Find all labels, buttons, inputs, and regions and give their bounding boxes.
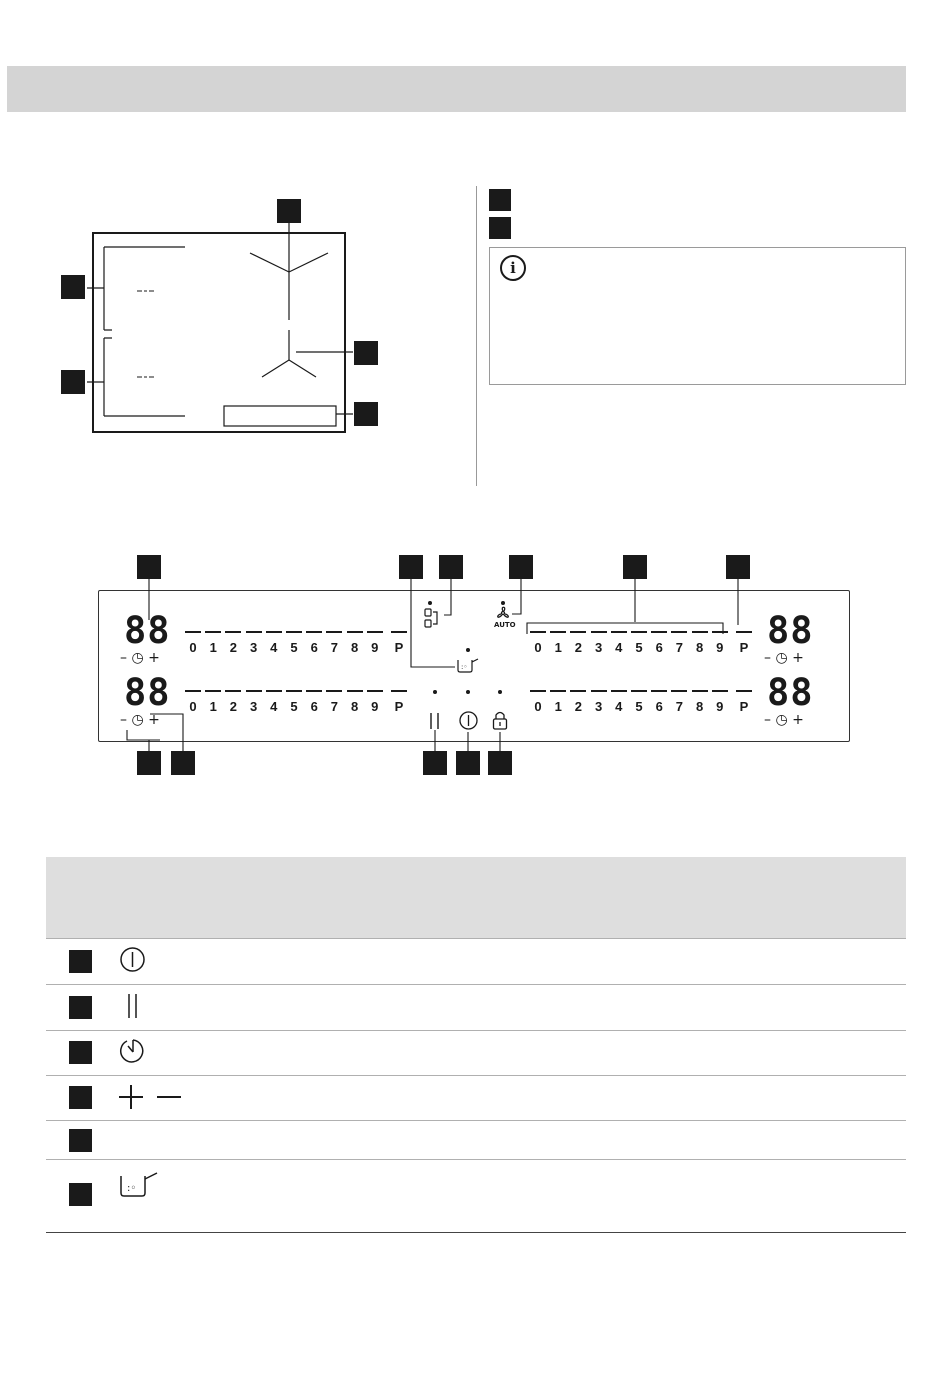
slider-level-label: 8: [350, 640, 359, 655]
slider-segment[interactable]: [570, 690, 586, 692]
slider-level-label: 7: [330, 640, 338, 655]
slider-segment[interactable]: [671, 690, 687, 692]
indicator-dot: [433, 690, 437, 694]
slider-level-label: 2: [229, 699, 237, 714]
slider-segment[interactable]: [306, 631, 322, 633]
slider-level-label: 3: [594, 640, 603, 655]
fan-icon[interactable]: [495, 606, 511, 620]
slider-segment[interactable]: [246, 690, 262, 692]
control-bar-upper-left[interactable]: [185, 631, 409, 655]
row-divider: [46, 1075, 906, 1076]
slider-level-label: 0: [534, 640, 542, 655]
slider-segment[interactable]: [185, 631, 201, 633]
bridge-icon[interactable]: [424, 608, 440, 630]
slider-level-label: 1: [209, 640, 217, 655]
slider-segment[interactable]: [367, 631, 383, 633]
display-front-left: 88: [124, 609, 171, 652]
slider-level-label: 1: [209, 699, 217, 714]
slider-level-label: 6: [310, 640, 318, 655]
slider-level-label: 8: [695, 640, 704, 655]
slider-level-label: 3: [249, 640, 258, 655]
display-front-right: 88: [767, 609, 814, 652]
control-bar-lower-left[interactable]: [185, 690, 409, 714]
slider-level-label: 5: [635, 699, 643, 714]
slider-level-label: 9: [716, 640, 724, 655]
row-divider: [46, 1030, 906, 1031]
slider-segment[interactable]: [205, 690, 221, 692]
slider-level-label: 4: [270, 699, 278, 714]
slider-level-label: 9: [371, 699, 379, 714]
slider-segment[interactable]: [550, 631, 566, 633]
row-marker: [69, 1129, 92, 1152]
svg-text::◦: :◦: [461, 663, 468, 671]
slider-level-label: 4: [615, 640, 623, 655]
row-divider: [46, 1232, 906, 1233]
row-divider: [46, 1120, 906, 1121]
timer-controls[interactable]: – ◷ +: [764, 712, 804, 728]
slider-level-label: 8: [350, 699, 359, 714]
slider-segment[interactable]: [225, 631, 241, 633]
slider-segment[interactable]: [736, 631, 752, 633]
indicator-dot: [466, 648, 470, 652]
slider-segment[interactable]: [591, 690, 607, 692]
power-icon[interactable]: [459, 711, 478, 730]
slider-level-label: 8: [695, 699, 704, 714]
slider-segment[interactable]: [326, 690, 342, 692]
slider-level-label: 5: [290, 699, 298, 714]
slider-segment[interactable]: [591, 631, 607, 633]
slider-segment[interactable]: [631, 690, 647, 692]
timer-controls[interactable]: – ◷ +: [120, 712, 160, 728]
slider-level-label: 0: [189, 699, 197, 714]
control-bar-lower-right[interactable]: [530, 690, 754, 714]
pause-icon: [126, 993, 140, 1019]
slider-segment[interactable]: [225, 690, 241, 692]
slider-level-label: 9: [716, 699, 724, 714]
slider-level-label: 6: [655, 640, 663, 655]
slider-level-label: 3: [594, 699, 603, 714]
row-marker: [69, 996, 92, 1019]
slider-level-label: 9: [371, 640, 379, 655]
slider-segment[interactable]: [530, 631, 546, 633]
slider-segment[interactable]: [391, 631, 407, 633]
slider-level-label: P: [739, 699, 749, 714]
slider-level-label: 2: [574, 640, 582, 655]
keep-warm-pot-icon[interactable]: [456, 656, 482, 674]
slider-level-label: 6: [310, 699, 318, 714]
display-rear-right: 88: [767, 671, 814, 714]
slider-level-label: P: [394, 640, 404, 655]
row-marker: [69, 1183, 92, 1206]
slider-level-label: 0: [534, 699, 542, 714]
keep-warm-pot-icon: [119, 1171, 161, 1199]
timer-icon: [119, 1038, 147, 1066]
slider-level-label: 0: [189, 640, 197, 655]
slider-segment[interactable]: [530, 690, 546, 692]
row-marker: [69, 1086, 92, 1109]
info-icon: i: [500, 255, 526, 281]
indicator-dot: [428, 601, 432, 605]
slider-segment[interactable]: [712, 631, 728, 633]
slider-segment[interactable]: [391, 690, 407, 692]
slider-level-label: 2: [574, 699, 582, 714]
slider-level-label: 5: [635, 640, 643, 655]
row-marker: [69, 950, 92, 973]
slider-segment[interactable]: [347, 631, 363, 633]
slider-segment[interactable]: [286, 631, 302, 633]
slider-segment[interactable]: [712, 690, 728, 692]
slider-segment[interactable]: [246, 631, 262, 633]
slider-level-label: 2: [229, 640, 237, 655]
slider-segment[interactable]: [367, 690, 383, 692]
power-icon: [120, 947, 146, 973]
row-divider: [46, 938, 906, 939]
slider-segment[interactable]: [570, 631, 586, 633]
slider-segment[interactable]: [651, 690, 667, 692]
slider-segment[interactable]: [692, 690, 708, 692]
slider-level-label: 7: [675, 640, 683, 655]
slider-level-label: 7: [330, 699, 338, 714]
lock-icon[interactable]: [492, 710, 508, 730]
indicator-dot: [501, 601, 505, 605]
indicator-dot: [466, 690, 470, 694]
slider-segment[interactable]: [326, 631, 342, 633]
slider-segment[interactable]: [692, 631, 708, 633]
slider-level-label: P: [739, 640, 749, 655]
indicator-dot: [498, 690, 502, 694]
slider-segment[interactable]: [611, 631, 627, 633]
slider-level-label: 4: [615, 699, 623, 714]
auto-label: AUTO: [494, 621, 516, 629]
slider-segment[interactable]: [347, 690, 363, 692]
table-header: [46, 857, 906, 939]
plus-minus-icon: [118, 1084, 188, 1110]
slider-level-label: 7: [675, 699, 683, 714]
slider-segment[interactable]: [286, 690, 302, 692]
slider-level-label: 1: [554, 699, 562, 714]
slider-segment[interactable]: [651, 631, 667, 633]
slider-segment[interactable]: [611, 690, 627, 692]
slider-level-label: 4: [270, 640, 278, 655]
slider-level-label: 6: [655, 699, 663, 714]
slider-segment[interactable]: [266, 690, 282, 692]
row-divider: [46, 984, 906, 985]
row-marker: [69, 1041, 92, 1064]
slider-level-label: 5: [290, 640, 298, 655]
slider-segment[interactable]: [631, 631, 647, 633]
slider-segment[interactable]: [306, 690, 322, 692]
display-rear-left: 88: [124, 671, 171, 714]
timer-controls[interactable]: – ◷ +: [764, 650, 804, 666]
slider-level-label: P: [394, 699, 404, 714]
pause-icon[interactable]: [427, 712, 443, 730]
slider-segment[interactable]: [736, 690, 752, 692]
row-divider: [46, 1159, 906, 1160]
slider-segment[interactable]: [185, 690, 201, 692]
slider-level-label: 1: [554, 640, 562, 655]
slider-level-label: 3: [249, 699, 258, 714]
slider-segment[interactable]: [550, 690, 566, 692]
slider-segment[interactable]: [671, 631, 687, 633]
slider-segment[interactable]: [266, 631, 282, 633]
svg-text::◦: :◦: [127, 1183, 137, 1194]
slider-segment[interactable]: [205, 631, 221, 633]
timer-controls[interactable]: – ◷ +: [120, 650, 160, 666]
control-bar-upper-right[interactable]: [530, 631, 754, 655]
